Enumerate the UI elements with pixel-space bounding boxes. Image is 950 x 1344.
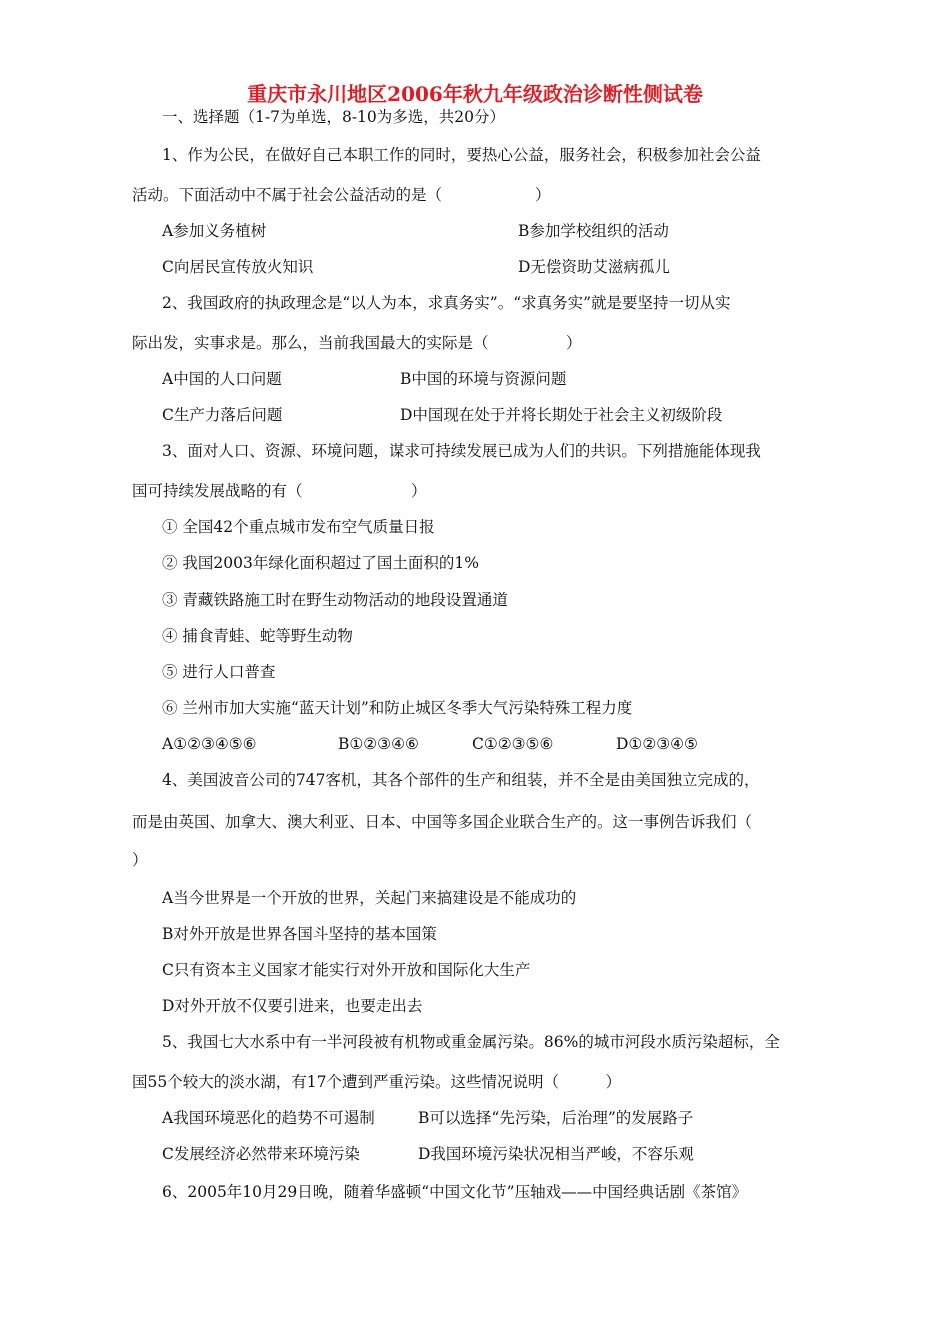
question-3-option-c: C①②③⑤⑥ — [472, 735, 554, 753]
question-5-option-a: A我国环境恶化的趋势不可遏制 — [162, 1109, 375, 1127]
question-1-option-b: B参加学校组织的活动 — [518, 222, 669, 240]
question-5-line-2: 国55个较大的淡水湖，有17个遭到严重污染。这些情况说明（ ） — [132, 1073, 621, 1091]
question-3-item-5: ⑤ 进行人口普查 — [162, 663, 276, 681]
question-1-option-c: C向居民宣传放火知识 — [162, 258, 314, 276]
question-3-line-1: 3、面对人口、资源、环境问题，谋求可持续发展已成为人们的共识。下列措施能体现我 — [162, 442, 761, 460]
question-3-option-a: A①②③④⑤⑥ — [162, 735, 257, 753]
question-3-item-1: ① 全国42个重点城市发布空气质量日报 — [162, 518, 435, 536]
section-heading: 一、选择题（1-7为单选，8-10为多选，共20分） — [162, 108, 506, 126]
question-4-line-3: ） — [132, 851, 148, 869]
question-5-option-d: D我国环境污染状况相当严峻，不容乐观 — [418, 1145, 694, 1163]
question-6-line-1: 6、2005年10月29日晚，随着华盛顿“中国文化节”压轴戏——中国经典话剧《茶馆》 — [162, 1183, 748, 1201]
question-3-item-2: ② 我国2003年绿化面积超过了国土面积的1% — [162, 554, 479, 572]
question-4-line-1: 4、美国波音公司的747客机，其各个部件的生产和组装，并不全是由美国独立完成的， — [162, 771, 760, 789]
question-5-option-c: C发展经济必然带来环境污染 — [162, 1145, 360, 1163]
question-4-line-2: 而是由英国、加拿大、澳大利亚、日本、中国等多国企业联合生产的。这一事例告诉我们（ — [132, 813, 753, 831]
question-3-item-6: ⑥ 兰州市加大实施“蓝天计划”和防止城区冬季大气污染特殊工程力度 — [162, 699, 633, 717]
question-1-option-d: D无偿资助艾滋病孤儿 — [518, 258, 670, 276]
question-1-line-1: 1、作为公民，在做好自己本职工作的同时，要热心公益，服务社会，积极参加社会公益 — [162, 146, 761, 164]
question-1-line-2: 活动。下面活动中不属于社会公益活动的是（ ） — [132, 186, 551, 204]
question-3-line-2: 国可持续发展战略的有（ ） — [132, 482, 427, 500]
question-4-option-b: B对外开放是世界各国斗坚持的基本国策 — [162, 925, 437, 943]
question-2-option-b: B中国的环境与资源问题 — [400, 370, 567, 388]
question-4-option-d: D对外开放不仅要引进来，也要走出去 — [162, 997, 423, 1015]
question-1-option-a: A参加义务植树 — [162, 222, 267, 240]
question-3-option-d: D①②③④⑤ — [616, 735, 698, 753]
question-4-option-c: C只有资本主义国家才能实行对外开放和国际化大生产 — [162, 961, 531, 979]
question-5-line-1: 5、我国七大水系中有一半河段被有机物或重金属污染。86%的城市河段水质污染超标，全 — [162, 1033, 780, 1051]
question-2-option-c: C生产力落后问题 — [162, 406, 283, 424]
question-4-option-a: A当今世界是一个开放的世界，关起门来搞建设是不能成功的 — [162, 889, 577, 907]
question-2-line-1: 2、我国政府的执政理念是“以人为本，求真务实”。“求真务实”就是要坚持一切从实 — [162, 294, 731, 312]
question-2-option-a: A中国的人口问题 — [162, 370, 282, 388]
question-3-option-b: B①②③④⑥ — [338, 735, 419, 753]
question-5-option-b: B可以选择“先污染，后治理”的发展路子 — [418, 1109, 694, 1127]
question-2-line-2: 际出发，实事求是。那么，当前我国最大的实际是（ ） — [132, 334, 582, 352]
question-3-item-4: ④ 捕食青蛙、蛇等野生动物 — [162, 627, 353, 645]
exam-title: 重庆市永川地区2006年秋九年级政治诊断性侧试卷 — [247, 82, 703, 106]
question-2-option-d: D中国现在处于并将长期处于社会主义初级阶段 — [400, 406, 723, 424]
question-3-item-3: ③ 青藏铁路施工时在野生动物活动的地段设置通道 — [162, 591, 508, 609]
